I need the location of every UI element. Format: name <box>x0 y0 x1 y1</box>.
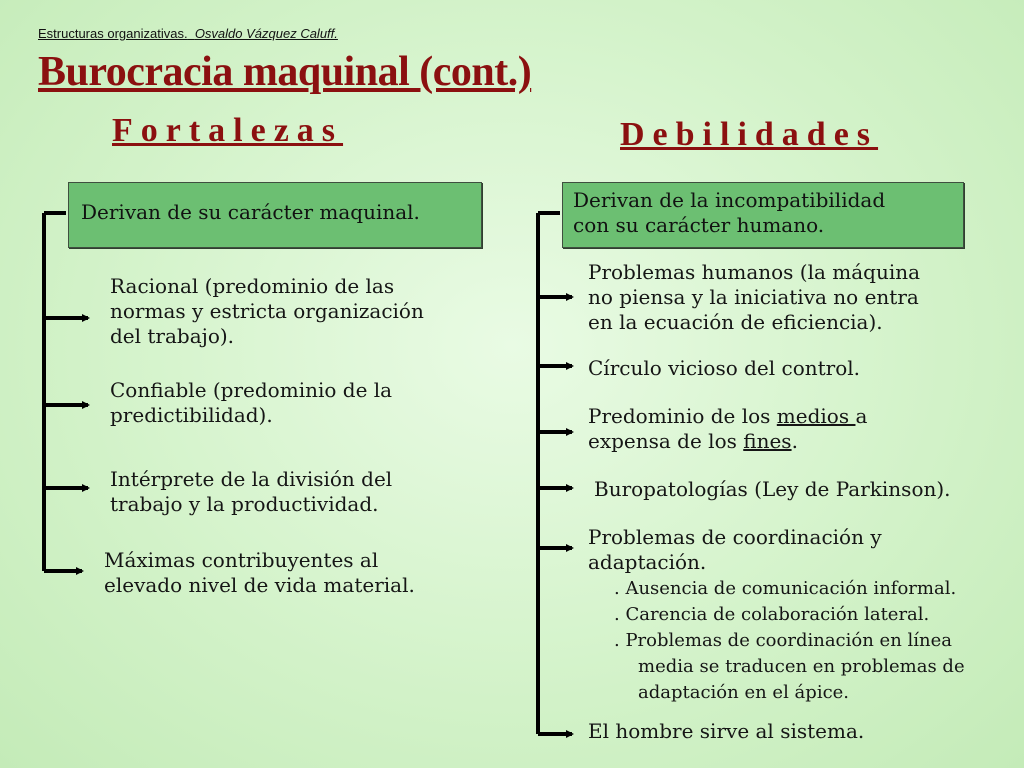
debilidad-item-1-line-3: en la ecuación de eficiencia). <box>588 310 883 334</box>
debilidad-item-3-text-d: . <box>791 429 798 453</box>
fortaleza-item-2-line-2: predictibilidad). <box>110 403 273 427</box>
fortalezas-box <box>68 182 482 248</box>
debilidad-item-3-text-b: a <box>855 404 868 428</box>
debilidad-subitems <box>614 576 965 706</box>
fortaleza-item-2-line-1: Confiable (predominio de la <box>110 378 393 402</box>
subitem-3-line-1: . Problemas de coordinación en línea <box>614 630 952 651</box>
debilidad-item-1 <box>588 260 920 335</box>
fortaleza-item-1 <box>110 274 424 349</box>
debilidad-item-4-line-1: Buropatologías (Ley de Parkinson). <box>594 477 951 501</box>
fortaleza-item-1-line-3: del trabajo). <box>110 324 235 348</box>
debilidad-item-5-line-2: adaptación. <box>588 550 707 574</box>
fortaleza-item-4 <box>104 548 415 598</box>
debilidad-item-2 <box>588 356 860 381</box>
fortaleza-item-1-line-2: normas y estricta organización <box>110 299 424 323</box>
debilidades-box-line-1: Derivan de la incompatibilidad <box>573 188 886 212</box>
fortalezas-connector <box>44 213 88 571</box>
debilidades-box <box>562 182 964 248</box>
debilidad-item-3-text-a: Predominio de los <box>588 404 777 428</box>
fortaleza-item-3-line-2: trabajo y la productividad. <box>110 492 379 516</box>
debilidad-item-5-line-1: Problemas de coordinación y <box>588 525 882 549</box>
course-name: Estructuras organizativas. <box>38 26 188 41</box>
debilidades-connector <box>538 213 572 734</box>
fortalezas-box-text: Derivan de su carácter maquinal. <box>81 200 420 224</box>
fortaleza-item-4-line-1: Máximas contribuyentes al <box>104 548 379 572</box>
author-name: Osvaldo Vázquez Caluff. <box>194 26 338 41</box>
subitem-1: . Ausencia de comunicación informal. <box>614 578 957 599</box>
medios-underlined: medios <box>776 404 856 428</box>
page-title: Burocracia maquinal (cont.) <box>38 49 532 95</box>
debilidad-item-2-line-1: Círculo vicioso del control. <box>588 356 861 380</box>
fortalezas-heading: Fortalezas <box>112 112 344 149</box>
fortaleza-item-2 <box>110 378 392 428</box>
debilidad-item-1-line-1: Problemas humanos (la máquina <box>588 260 921 284</box>
subitem-2: . Carencia de colaboración lateral. <box>614 604 930 625</box>
debilidades-box-line-2: con su carácter humano. <box>573 213 825 237</box>
subitem-3-line-3: adaptación en el ápice. <box>638 682 850 703</box>
fines-underlined: fines <box>743 429 792 453</box>
fortaleza-item-1-line-1: Racional (predominio de las <box>110 274 395 298</box>
debilidad-item-5 <box>588 525 882 575</box>
debilidad-item-3-text-c: expensa de los <box>588 429 744 453</box>
fortaleza-item-4-line-2: elevado nivel de vida material. <box>104 573 415 597</box>
debilidad-item-6-line-1: El hombre sirve al sistema. <box>588 719 865 743</box>
debilidades-heading: Debilidades <box>620 116 879 153</box>
debilidad-item-3-line-1 <box>588 404 867 429</box>
debilidad-item-4 <box>594 477 951 502</box>
fortaleza-item-3 <box>110 467 392 517</box>
subitem-3-line-2: media se traducen en problemas de <box>638 656 965 677</box>
debilidad-item-1-line-2: no piensa y la iniciativa no entra <box>588 285 919 309</box>
debilidad-item-6 <box>588 719 864 744</box>
fortaleza-item-3-line-1: Intérprete de la división del <box>110 467 393 491</box>
debilidad-item-3-line-2 <box>588 429 867 454</box>
debilidad-item-3 <box>588 404 867 454</box>
